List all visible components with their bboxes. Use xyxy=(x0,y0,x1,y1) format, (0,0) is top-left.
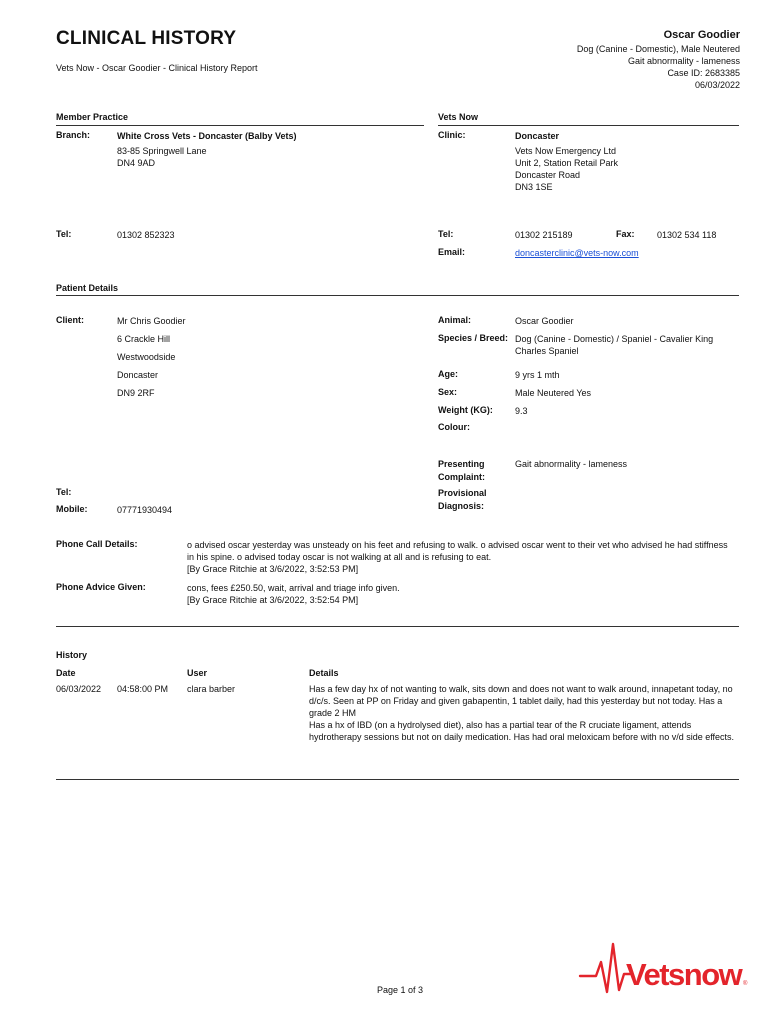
clinic-name: Doncaster xyxy=(515,131,560,141)
history-heading: History xyxy=(56,650,88,660)
vets-now-divider xyxy=(438,125,739,126)
registered-mark: ® xyxy=(743,981,748,987)
vetsnow-logo-svg xyxy=(578,940,750,1000)
client-mobile-label: Mobile: xyxy=(56,504,88,514)
member-practice-heading: Member Practice xyxy=(56,112,129,122)
provisional-label-line: Diagnosis: xyxy=(438,501,485,511)
history-row-time: 04:58:00 PM xyxy=(117,684,169,694)
client-line: DN9 2RF xyxy=(117,388,155,398)
vetsnow-logo xyxy=(578,940,750,1000)
clinic-email-link[interactable]: doncasterclinic@vets-now.com xyxy=(515,248,639,258)
history-col-date: Date xyxy=(56,668,76,678)
sex-value: Male Neutered Yes xyxy=(515,388,592,398)
client-mobile: 07771930494 xyxy=(117,505,173,515)
phone-advice-details xyxy=(187,582,737,606)
member-practice-divider xyxy=(56,125,424,126)
patient-species-sex: Dog (Canine - Domestic), Male Neutered xyxy=(576,44,740,54)
patient-details-heading: Patient Details xyxy=(56,283,119,293)
clinic-tel: 01302 215189 xyxy=(515,230,573,240)
client-label: Client: xyxy=(56,315,84,325)
client-tel-label: Tel: xyxy=(56,487,72,497)
logo-wordmark: Vetsnow xyxy=(626,957,742,992)
clinic-fax: 01302 534 118 xyxy=(657,230,717,240)
patient-name: Oscar Goodier xyxy=(663,29,740,41)
case-id: Case ID: 2683385 xyxy=(667,68,740,78)
branch-label: Branch: xyxy=(56,130,91,140)
presenting-complaint-label xyxy=(438,458,485,483)
report-date: 06/03/2022 xyxy=(694,80,740,90)
phone-call-author: [By Grace Ritchie at 3/6/2022, 3:52:53 PM] xyxy=(187,564,359,574)
clinic-tel-label: Tel: xyxy=(438,229,454,239)
history-details-paragraph: Has a few day hx of not wanting to walk, sits down and does not want to walk around, innapetant today, no d/c/s. Seen at PP on Friday and given gabapentin, 1 tablet daily, had this yesterday but not today. Has a grade 2 HM xyxy=(309,684,733,718)
phone-call-text: o advised oscar yesterday was unsteady on his feet and refusing to walk. o advised oscar went to their vet who advised he had stiffness in his spine. o advised today oscar is not walking at all and is refusing to eat. xyxy=(187,540,728,562)
clinic-fax-label: Fax: xyxy=(616,229,635,239)
history-details-paragraph: Has a hx of IBD (on a hydrolysed diet), also has a partial tear of the R cruciate ligament, attends hydrotherapy sessions but not on daily medication. Has had oral meloxicam before with no v/d side effects. xyxy=(309,720,735,742)
branch-address-line: 83-85 Springwell Lane xyxy=(117,146,207,156)
phone-call-details xyxy=(187,539,737,575)
animal-name: Oscar Goodier xyxy=(515,316,574,326)
phone-call-label: Phone Call Details: xyxy=(56,539,138,549)
clinic-address-line: Unit 2, Station Retail Park xyxy=(515,158,619,168)
header-complaint: Gait abnormality - lameness xyxy=(627,56,740,66)
animal-label: Animal: xyxy=(438,315,472,325)
colour-label: Colour: xyxy=(438,422,470,432)
presenting-complaint: Gait abnormality - lameness xyxy=(515,459,628,469)
phone-advice-author: [By Grace Ritchie at 3/6/2022, 3:52:54 PM] xyxy=(187,595,359,605)
weight-label: Weight (KG): xyxy=(438,405,493,415)
page-title: CLINICAL HISTORY xyxy=(56,28,237,49)
weight-value: 9.3 xyxy=(515,406,528,416)
heartbeat-icon xyxy=(580,944,630,992)
client-line: Mr Chris Goodier xyxy=(117,316,186,326)
client-line: Doncaster xyxy=(117,370,159,380)
branch-tel: 01302 852323 xyxy=(117,230,175,240)
age-value: 9 yrs 1 mth xyxy=(515,370,560,380)
sex-label: Sex: xyxy=(438,387,458,397)
branch-address-line: DN4 9AD xyxy=(117,158,156,168)
patient-details-divider xyxy=(56,295,739,296)
clinic-address-line: DN3 1SE xyxy=(515,182,553,192)
presenting-label-line: Complaint: xyxy=(438,472,485,482)
branch-tel-label: Tel: xyxy=(56,229,72,239)
species-breed: Dog (Canine - Domestic) / Spaniel - Cavalier King Charles Spaniel xyxy=(515,334,714,356)
clinic-label: Clinic: xyxy=(438,130,466,140)
history-section-divider xyxy=(56,779,739,780)
history-row-details xyxy=(309,683,739,743)
history-col-details: Details xyxy=(309,668,339,678)
page-number: Page 1 of 3 xyxy=(376,985,424,995)
species-label: Species / Breed: xyxy=(438,333,509,343)
clinic-address-line: Doncaster Road xyxy=(515,170,581,180)
history-row-user: clara barber xyxy=(187,684,236,694)
phone-advice-label: Phone Advice Given: xyxy=(56,582,146,592)
client-line: 6 Crackle Hill xyxy=(117,334,171,344)
client-line: Westwoodside xyxy=(117,352,176,362)
provisional-label-line: Provisional xyxy=(438,488,487,498)
clinic-address-line: Vets Now Emergency Ltd xyxy=(515,146,617,156)
patient-summary-block xyxy=(577,28,740,91)
report-subtitle: Vets Now - Oscar Goodier - Clinical History Report xyxy=(56,63,258,73)
provisional-diagnosis-label xyxy=(438,487,487,512)
history-col-user: User xyxy=(187,668,208,678)
vets-now-heading: Vets Now xyxy=(438,112,479,122)
history-row-date: 06/03/2022 xyxy=(56,684,102,694)
age-label: Age: xyxy=(438,369,458,379)
clinic-email-label: Email: xyxy=(438,247,466,257)
phone-advice-text: cons, fees £250.50, wait, arrival and triage info given. xyxy=(187,583,400,593)
presenting-label-line: Presenting xyxy=(438,459,485,469)
phone-section-divider xyxy=(56,626,739,627)
branch-name: White Cross Vets - Doncaster (Balby Vets) xyxy=(117,131,297,141)
